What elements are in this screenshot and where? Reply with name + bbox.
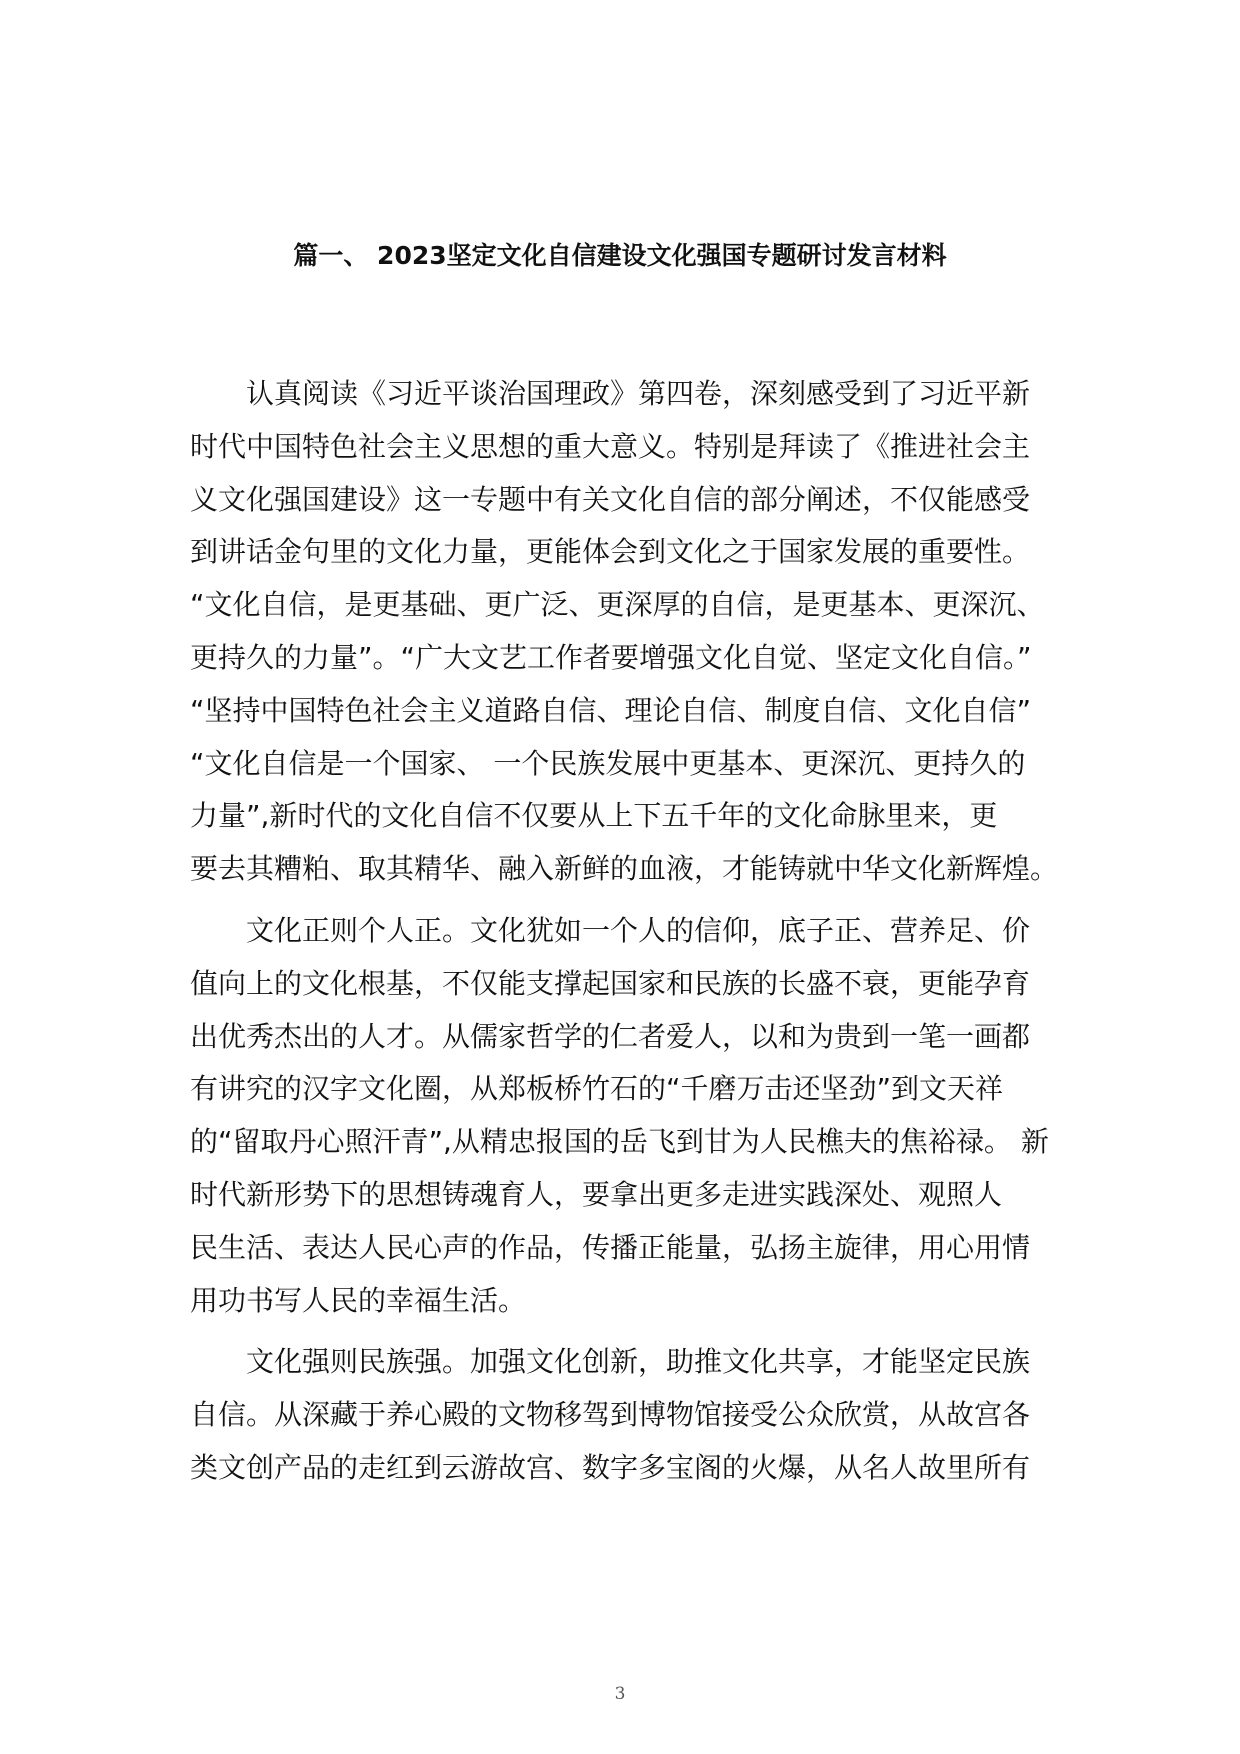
text-line: 义文化强国建设》这一专题中有关文化自信的部分阐述，不仅能感受 bbox=[190, 482, 1031, 516]
text-line: “文化自信是一个国家、 一个民族发展中更基本、更深沉、更持久的 bbox=[190, 746, 1026, 780]
text-line: 民生活、表达人民心声的作品，传播正能量，弘扬主旋律，用心用情 bbox=[190, 1230, 1031, 1264]
text-line: 文化正则个人正。文化犹如一个人的信仰，底子正、营养足、价 bbox=[246, 913, 1031, 947]
text-line: “坚持中国特色社会主义道路自信、理论自信、制度自信、文化自信” bbox=[190, 693, 1032, 727]
text-line: 值向上的文化根基，不仅能支撑起国家和民族的长盛不衰，更能孕育 bbox=[190, 966, 1031, 1000]
document-title: 篇一、 2023坚定文化自信建设文化强国专题研讨发言材料 bbox=[293, 241, 947, 270]
text-line: 文化强则民族强。加强文化创新，助推文化共享，才能坚定民族 bbox=[246, 1345, 1031, 1379]
paragraph-1 bbox=[190, 368, 1059, 896]
page-number: 3 bbox=[614, 1684, 626, 1704]
text-line: “文化自信，是更基础、更广泛、更深厚的自信，是更基本、更深沉、 bbox=[190, 588, 1045, 622]
text-line: 自信。从深藏于养心殿的文物移驾到博物馆接受公众欣赏，从故宫各 bbox=[190, 1398, 1031, 1432]
text-line: 力量”,新时代的文化自信不仅要从上下五千年的文化命脉里来，更 bbox=[190, 799, 998, 833]
text-line: 出优秀杰出的人才。从儒家哲学的仁者爱人，以和为贵到一笔一画都 bbox=[190, 1019, 1031, 1053]
paragraph-3 bbox=[190, 1336, 1056, 1494]
document-body bbox=[190, 368, 1059, 1495]
text-line: 类文创产品的走红到云游故宫、数字多宝阁的火爆，从名人故里所有 bbox=[190, 1450, 1031, 1484]
text-line: 时代中国特色社会主义思想的重大意义。特别是拜读了《推进社会主 bbox=[190, 429, 1031, 463]
text-line: 到讲话金句里的文化力量，更能体会到文化之于国家发展的重要性。 bbox=[190, 535, 1031, 569]
text-line: 的“留取丹心照汗青”,从精忠报国的岳飞到甘为人民樵夫的焦裕禄。 新 bbox=[190, 1125, 1049, 1159]
paragraph-2 bbox=[190, 905, 1056, 1327]
text-line: 时代新形势下的思想铸魂育人，要拿出更多走进实践深处、观照人 bbox=[190, 1177, 1003, 1211]
text-line: 有讲究的汉字文化圈，从郑板桥竹石的“千磨万击还坚劲”到文天祥 bbox=[190, 1072, 1004, 1106]
text-line: 要去其糟粕、取其精华、融入新鲜的血液，才能铸就中华文化新辉煌。 bbox=[190, 852, 1059, 886]
text-line: 更持久的力量”。“广大文艺工作者要增强文化自觉、坚定文化自信。” bbox=[190, 640, 1032, 674]
text-line: 用功书写人民的幸福生活。 bbox=[190, 1283, 527, 1317]
text-line: 认真阅读《习近平谈治国理政》第四卷，深刻感受到了习近平新 bbox=[246, 377, 1031, 410]
